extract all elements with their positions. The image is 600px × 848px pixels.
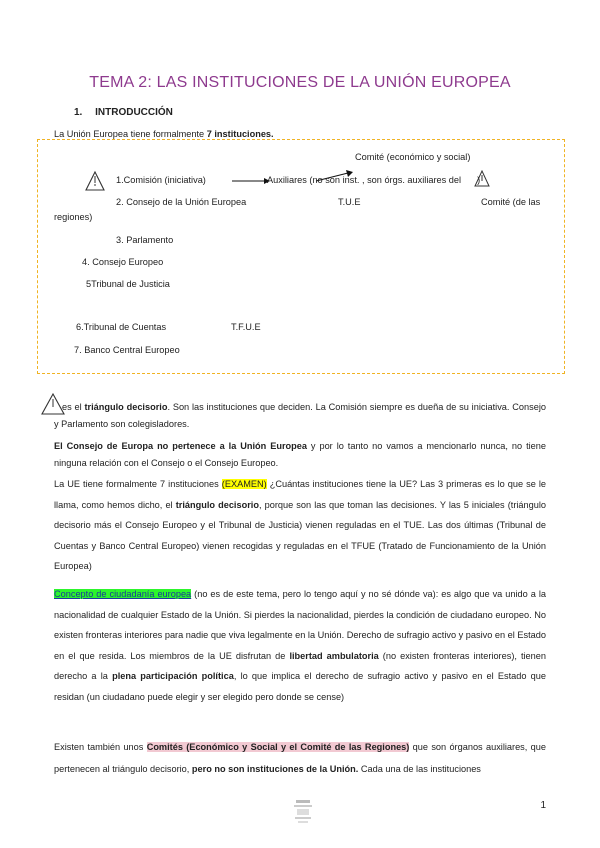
page-title: TEMA 2: LAS INSTITUCIONES DE LA UNIÓN EUROPEA <box>89 74 511 91</box>
intro-text: La Unión Europea tiene formalmente <box>54 129 207 139</box>
section-number: 1. <box>74 107 83 118</box>
tue-label: T.U.E <box>338 197 361 207</box>
comision-label: 1.Comisión (iniciativa) <box>116 175 206 185</box>
paragraph-comites <box>54 736 546 780</box>
comites-highlight: Comités (Económico y Social y el Comité de las Regiones) <box>146 742 410 752</box>
p2-text: y por lo tanto no vamos a mencionarlo nunca, no tiene ninguna relación con el Consejo o el Consejo Europeo. <box>54 441 546 468</box>
triangle-icon <box>84 170 106 192</box>
p2-bold: El Consejo de Europa no pertenece a la Unión Europea <box>54 441 307 451</box>
intro-bold: 7 instituciones. <box>206 129 274 139</box>
consejo-europeo-label: 4. Consejo Europeo <box>82 257 164 267</box>
ciudadania-highlight: Concepto de ciudadanía europea <box>54 589 192 599</box>
comite-economico-label: Comité (económico y social) <box>355 152 471 162</box>
p5-text-c: que son órganos auxiliares, que pertenecen al triángulo decisorio, <box>54 742 546 774</box>
p5-text-e: Cada una de las instituciones <box>358 764 481 774</box>
p4-text-b: (no es de este tema, pero lo tengo aquí y no sé dónde va): es algo que va unido a la nacionalidad de cualquier Estado de la Unión. Si pierdes la nacionalidad, pierdes la condición de ciudadano europeo. No existen fronteras interiores para nadie que viva legalmente en la Unión. Derecho de sufragio activo y pasivo en el Estado en el que resida. Los miembros de la UE disfrutan de <box>54 589 546 661</box>
paragraph-siete-instituciones <box>54 474 546 577</box>
p1-text-a: es el <box>62 402 85 412</box>
p3-text-e: , porque son las que toman las decisiones. Y las 5 iniciales (triángulo decisorio más el Consejo Europeo y el Tribunal de Justicia) vienen reguladas en el TUE. Las dos últimas (Tribunal de Cuentas y Banco Central Europeo) vienen recogidas y reguladas en el TFUE (Tratado de Funcionamiento de la Unión Europea) <box>54 499 547 571</box>
comite-regiones-label-2: regiones) <box>54 212 93 222</box>
paragraph-consejo-europa <box>54 438 546 472</box>
bce-label: 7. Banco Central Europeo <box>74 345 180 355</box>
examen-highlight: (EXAMEN) <box>221 479 267 489</box>
p4-text-d: (no existen fronteras interiores), tienen derecho a la <box>54 650 547 681</box>
consejo-ue-label: 2. Consejo de la Unión Europea <box>116 197 247 207</box>
p3-bold: triángulo decisorio <box>175 499 259 510</box>
p1-bold: triángulo decisorio <box>84 402 168 412</box>
p4-bold-participacion: plena participación política <box>112 671 234 681</box>
p5-bold: pero no son instituciones de la Unión. <box>191 764 359 774</box>
tfue-label: T.F.U.E <box>231 322 261 332</box>
comite-regiones-label: Comité (de las <box>481 197 541 207</box>
p4-bold-libertad: libertad ambulatoria <box>289 650 379 661</box>
tribunal-cuentas-label: 6.Tribunal de Cuentas <box>76 322 167 332</box>
triangle-small-icon <box>474 170 490 187</box>
p3-text-c: ¿Cuántas instituciones tiene la UE? Las 3 primeras es lo que se le llama, como hemos dicho, el <box>54 479 546 510</box>
section-label: INTRODUCCIÓN <box>95 107 173 118</box>
parlamento-label: 3. Parlamento <box>116 235 174 245</box>
tribunal-justicia-label: 5Tribunal de Justicia <box>86 279 170 289</box>
p3-text-a: La UE tiene formalmente 7 instituciones <box>54 479 222 489</box>
auxiliares-text: Auxiliares (no son inst. , son órgs. auxiliares del <box>267 175 462 185</box>
auxiliares-end: ) <box>477 175 481 185</box>
auxiliares-label <box>267 174 480 187</box>
page-number: 1 <box>540 800 546 811</box>
p1-text-c: . Son las instituciones que deciden. La Comisión siempre es dueña de su iniciativa. Consejo y Parlamento son colegisladores. <box>54 402 546 429</box>
p5-text-a: Existen también unos <box>54 742 147 752</box>
paragraph-ciudadania <box>54 584 546 707</box>
crest-logo <box>292 798 314 826</box>
p4-text-f: , lo que implica el derecho de sufragio activo y pasivo en el Estado que residan (un ciudadano puede elegir y ser elegido pero donde se cense) <box>54 671 546 702</box>
paragraph-triangulo <box>54 399 546 433</box>
section-heading <box>74 107 173 118</box>
